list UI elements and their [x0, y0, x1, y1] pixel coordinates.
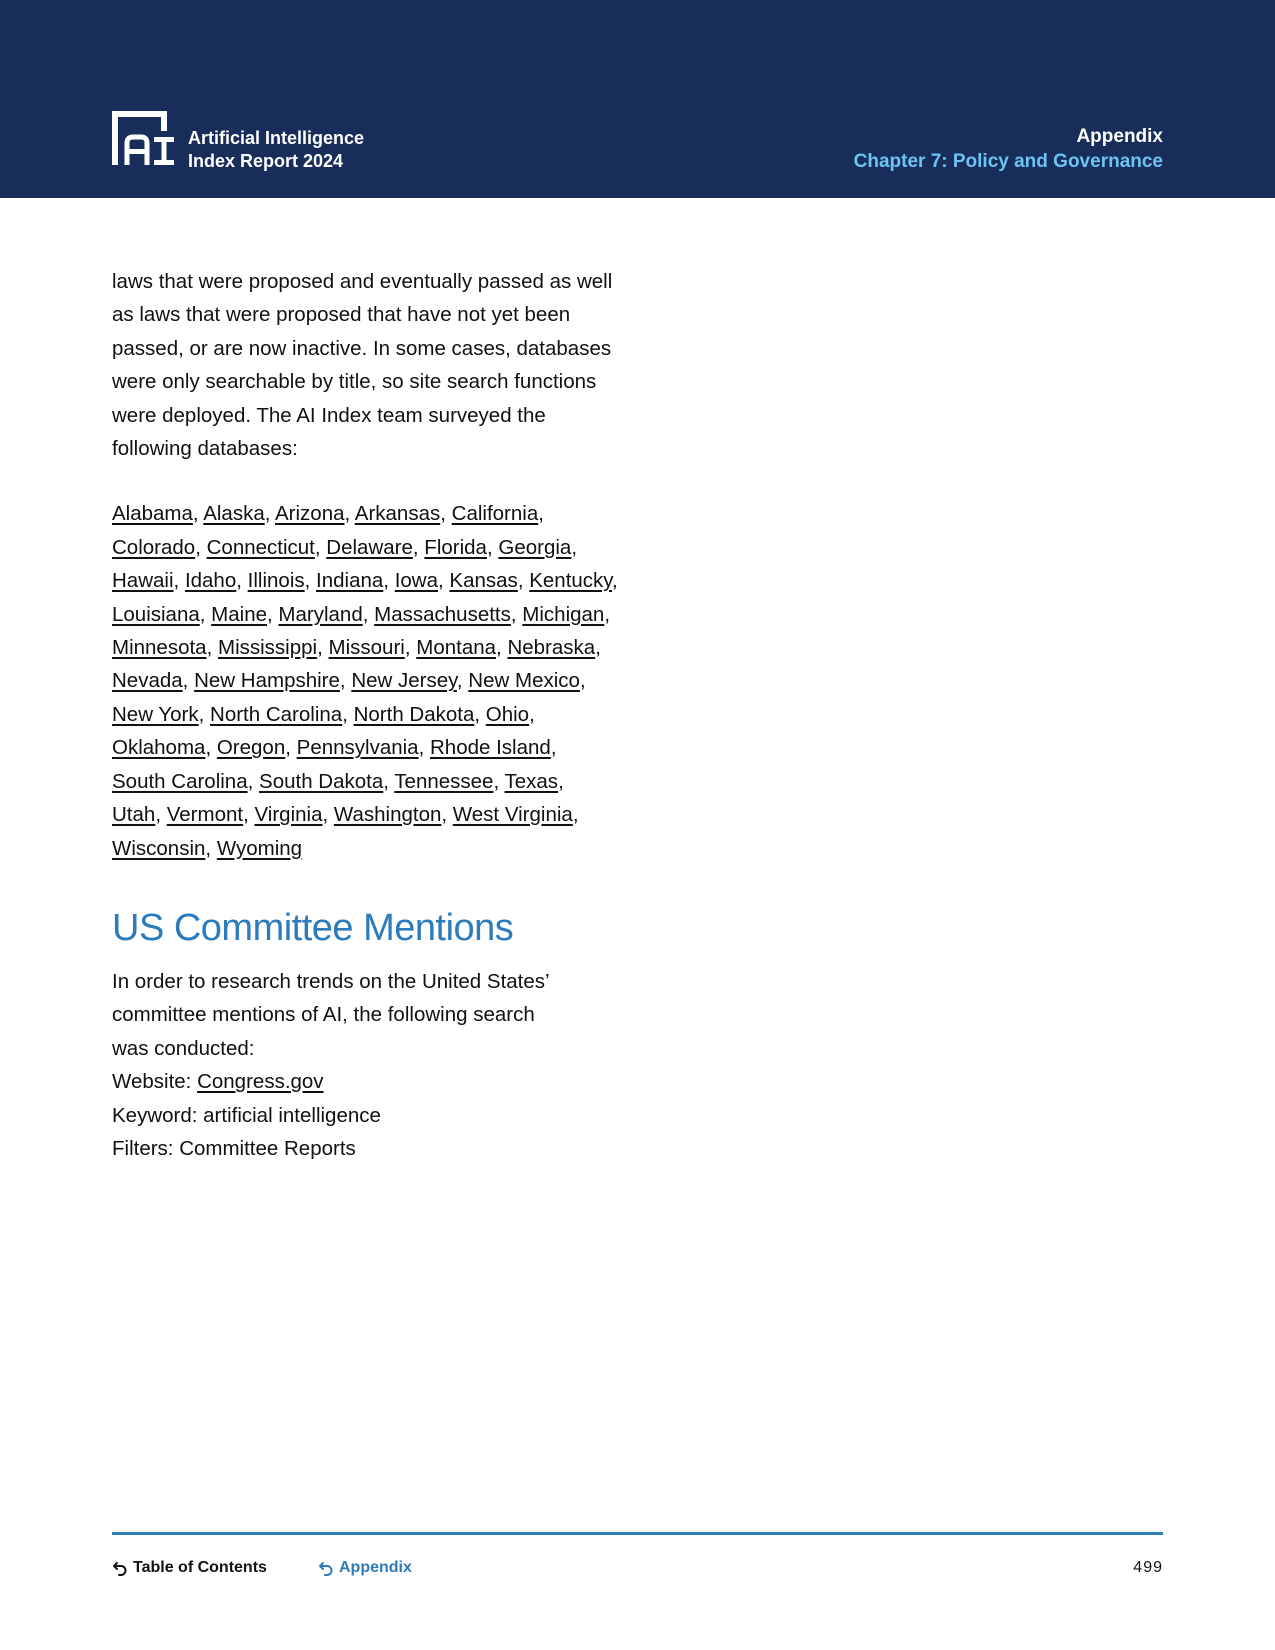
- state-link-texas[interactable]: Texas: [504, 769, 559, 793]
- return-arrow-icon: [112, 1560, 128, 1576]
- state-line: Wisconsin, Wyoming: [112, 836, 303, 860]
- appendix-link[interactable]: [318, 1556, 412, 1580]
- state-link-virginia[interactable]: Virginia: [254, 803, 323, 827]
- filters-line: Filters: Committee Reports: [112, 1136, 356, 1160]
- brand-line-1: Artificial Intelligence: [188, 128, 365, 148]
- state-line: Colorado, Connecticut, Delaware, Florida, Georgia,: [112, 535, 578, 559]
- main-content: [112, 265, 632, 1165]
- state-link-nevada[interactable]: Nevada: [112, 669, 183, 693]
- state-line: Minnesota, Mississippi, Missouri, Montana, Nebraska,: [112, 636, 601, 660]
- committee-heading: US Committee Mentions: [112, 906, 514, 949]
- state-link-arkansas[interactable]: Arkansas: [354, 502, 441, 526]
- website-label: Website:: [112, 1070, 198, 1094]
- state-link-north-dakota[interactable]: North Dakota: [353, 702, 475, 726]
- state-link-hawaii[interactable]: Hawaii: [112, 569, 174, 593]
- text-line: laws that were proposed and eventually passed as well: [112, 270, 613, 293]
- chapter-title: Chapter 7: Policy and Governance: [853, 151, 1163, 172]
- ai-index-logo: [112, 111, 176, 168]
- state-line: Utah, Vermont, Virginia, Washington, West Virginia,: [112, 803, 579, 827]
- state-link-louisiana[interactable]: Louisiana: [112, 602, 200, 626]
- intro-paragraph: [112, 265, 632, 465]
- state-link-arizona[interactable]: Arizona: [274, 502, 345, 526]
- state-link-pennsylvania[interactable]: Pennsylvania: [296, 736, 419, 760]
- footer-divider: [112, 1532, 1163, 1535]
- brand-line-2: Index Report 2024: [188, 151, 344, 171]
- state-link-missouri[interactable]: Missouri: [328, 636, 405, 660]
- page-number: 499: [1133, 1559, 1163, 1576]
- state-link-florida[interactable]: Florida: [424, 535, 487, 559]
- state-link-washington[interactable]: Washington: [333, 803, 442, 827]
- state-line: Hawaii, Idaho, Illinois, Indiana, Iowa, Kansas, Kentucky,: [112, 569, 618, 593]
- state-link-tennessee[interactable]: Tennessee: [394, 769, 494, 793]
- state-link-colorado[interactable]: Colorado: [112, 535, 196, 559]
- state-link-maine[interactable]: Maine: [211, 602, 268, 626]
- state-link-indiana[interactable]: Indiana: [316, 569, 384, 593]
- state-link-new-jersey[interactable]: New Jersey: [351, 669, 457, 693]
- text-line: as laws that were proposed that have not yet been: [112, 303, 571, 327]
- state-link-west-virginia[interactable]: West Virginia: [452, 803, 573, 827]
- state-link-utah[interactable]: Utah: [112, 803, 156, 827]
- state-link-south-carolina[interactable]: South Carolina: [112, 769, 248, 793]
- state-link-michigan[interactable]: Michigan: [522, 602, 605, 626]
- state-line: South Carolina, South Dakota, Tennessee, Texas,: [112, 769, 564, 793]
- state-line: Alabama, Alaska, Arizona, Arkansas, California,: [112, 502, 544, 526]
- return-arrow-icon: [318, 1560, 334, 1576]
- state-link-vermont[interactable]: Vermont: [166, 803, 244, 827]
- state-link-montana[interactable]: Montana: [416, 636, 497, 660]
- state-link-illinois[interactable]: Illinois: [247, 569, 305, 593]
- state-link-ohio[interactable]: Ohio: [485, 702, 530, 726]
- table-of-contents-link[interactable]: [112, 1556, 267, 1580]
- state-link-north-carolina[interactable]: North Carolina: [210, 702, 343, 726]
- state-link-wyoming[interactable]: Wyoming: [216, 836, 303, 860]
- state-link-alabama[interactable]: Alabama: [112, 502, 193, 526]
- state-link-alaska[interactable]: Alaska: [203, 502, 265, 526]
- state-link-idaho[interactable]: Idaho: [184, 569, 237, 593]
- state-line: Louisiana, Maine, Maryland, Massachusetts, Michigan,: [112, 602, 611, 626]
- state-link-new-mexico[interactable]: New Mexico: [468, 669, 580, 693]
- state-link-mississippi[interactable]: Mississippi: [218, 636, 318, 660]
- state-link-massachusetts[interactable]: Massachusetts: [374, 602, 511, 626]
- text-line: committee mentions of AI, the following search: [112, 1003, 535, 1027]
- state-link-iowa[interactable]: Iowa: [394, 569, 439, 593]
- page-header: [0, 0, 1275, 198]
- text-line: In order to research trends on the United States’: [112, 969, 550, 993]
- state-link-oklahoma[interactable]: Oklahoma: [112, 736, 206, 760]
- state-link-kansas[interactable]: Kansas: [449, 569, 518, 593]
- state-link-south-dakota[interactable]: South Dakota: [259, 769, 384, 793]
- state-link-kentucky[interactable]: Kentucky: [529, 569, 613, 593]
- text-line: were only searchable by title, so site search functions: [112, 370, 597, 394]
- website-line: [112, 1065, 632, 1098]
- appendix-label: Appendix: [339, 1559, 412, 1576]
- congress-gov-link[interactable]: Congress.gov: [197, 1070, 324, 1094]
- state-link-new-york[interactable]: New York: [112, 702, 199, 726]
- state-link-oregon[interactable]: Oregon: [216, 736, 286, 760]
- page-footer: [112, 1556, 1163, 1580]
- text-line: were deployed. The AI Index team surveyed the: [112, 403, 546, 427]
- header-nav: [854, 124, 1163, 174]
- toc-label: Table of Contents: [133, 1559, 267, 1576]
- text-line: passed, or are now inactive. In some cases, databases: [112, 336, 612, 360]
- state-link-delaware[interactable]: Delaware: [326, 535, 413, 559]
- state-link-minnesota[interactable]: Minnesota: [112, 636, 207, 660]
- state-database-links: [112, 497, 632, 864]
- committee-paragraph: [112, 965, 632, 1165]
- state-link-georgia[interactable]: Georgia: [498, 535, 572, 559]
- text-line: was conducted:: [112, 1036, 255, 1060]
- state-link-maryland[interactable]: Maryland: [278, 602, 363, 626]
- state-link-nebraska[interactable]: Nebraska: [507, 636, 596, 660]
- state-link-new-hampshire[interactable]: New Hampshire: [194, 669, 340, 693]
- state-link-california[interactable]: California: [451, 502, 539, 526]
- state-line: New York, North Carolina, North Dakota, Ohio,: [112, 702, 535, 726]
- state-link-wisconsin[interactable]: Wisconsin: [112, 836, 206, 860]
- section-title: Appendix: [1076, 126, 1163, 147]
- state-line: Oklahoma, Oregon, Pennsylvania, Rhode Island,: [112, 736, 557, 760]
- state-link-connecticut[interactable]: Connecticut: [206, 535, 315, 559]
- state-line: Nevada, New Hampshire, New Jersey, New Mexico,: [112, 669, 586, 693]
- state-link-rhode-island[interactable]: Rhode Island: [430, 736, 551, 760]
- text-line: following databases:: [112, 437, 298, 461]
- keyword-line: Keyword: artificial intelligence: [112, 1103, 381, 1127]
- report-brand: [188, 127, 364, 173]
